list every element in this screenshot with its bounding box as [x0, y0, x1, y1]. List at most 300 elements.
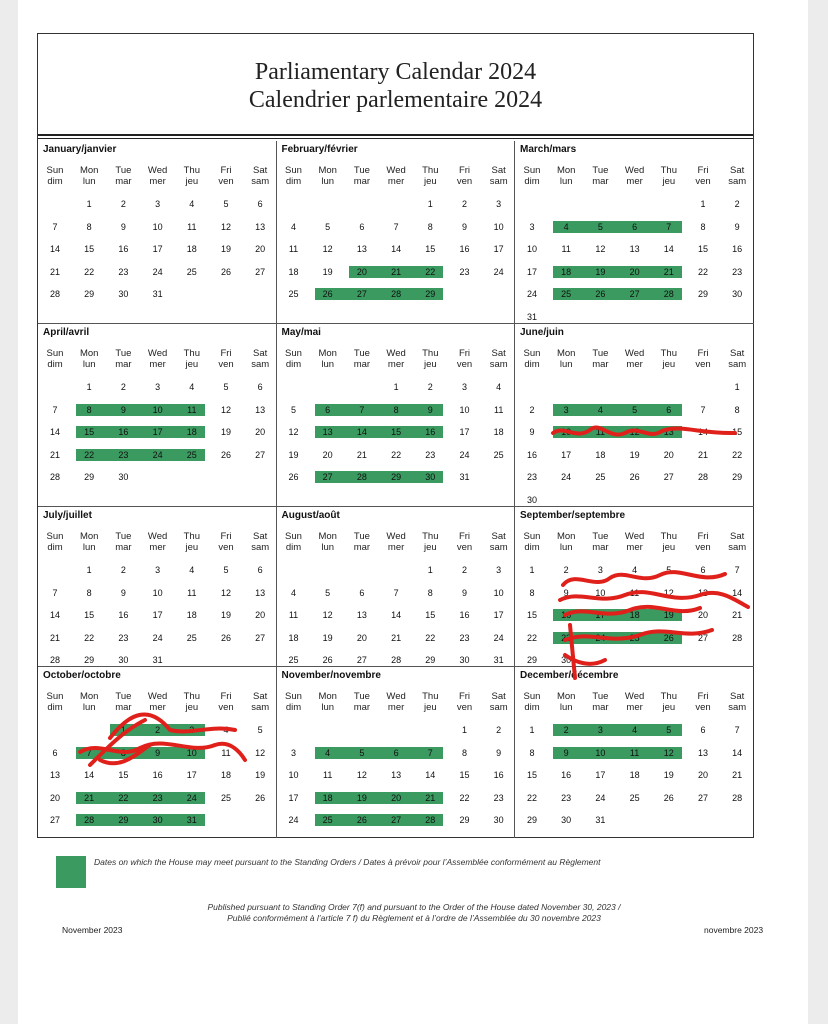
day-cell: 23 — [459, 266, 470, 277]
day-cell: 20 — [255, 610, 266, 620]
day-cell: 21 — [49, 266, 60, 277]
day-cell: 21 — [49, 449, 60, 460]
month-november — [277, 667, 516, 838]
day-cell: 13 — [629, 244, 640, 254]
day-cell: 24 — [595, 792, 606, 803]
day-cell: 14 — [425, 770, 436, 780]
day-cell: 28 — [391, 289, 402, 299]
day-cell: 11 — [187, 404, 197, 415]
weekday-header: Sun dim — [285, 348, 302, 370]
day-cell: 14 — [732, 747, 743, 758]
day-cell: 5 — [257, 725, 263, 735]
weekday-header: Sun dim — [285, 531, 302, 553]
weekday-header: Tue mar — [115, 691, 132, 713]
weekday-header: Wed mer — [386, 691, 406, 713]
day-cell: 28 — [391, 655, 402, 665]
day-cell: 29 — [391, 472, 402, 482]
day-cell: 27 — [697, 632, 708, 643]
day-cell: 19 — [356, 792, 367, 803]
day-cell: 18 — [629, 610, 640, 620]
day-cell: 11 — [494, 404, 504, 415]
day-cell: 11 — [323, 770, 333, 780]
day-cell: 2 — [120, 565, 126, 575]
month-title: February/février — [281, 144, 358, 155]
day-cell: 11 — [187, 587, 197, 598]
day-cell: 3 — [155, 565, 161, 575]
weekday-header: Mon lun — [556, 691, 576, 713]
day-cell: 25 — [629, 632, 640, 643]
day-cell: 12 — [629, 427, 640, 437]
day-cell: 25 — [186, 266, 197, 277]
day-cell: 15 — [425, 244, 436, 254]
day-cell: 30 — [493, 815, 504, 825]
weekday-header: Thu jeu — [183, 531, 200, 553]
day-cell: 28 — [732, 792, 743, 803]
day-cell: 29 — [459, 815, 470, 825]
day-cell: 11 — [288, 610, 299, 620]
day-cell: 3 — [496, 199, 502, 209]
day-cell: 15 — [84, 610, 95, 620]
day-cell: 3 — [189, 725, 195, 735]
day-cell: 30 — [152, 815, 163, 825]
day-cell: 11 — [595, 427, 606, 437]
day-cell: 10 — [186, 747, 197, 758]
day-cell: 7 — [52, 221, 58, 232]
day-cell: 13 — [391, 770, 402, 780]
weekday-header: Sat sam — [728, 165, 747, 187]
day-cell: 5 — [666, 725, 672, 735]
day-cell: 20 — [697, 770, 708, 780]
weekday-header: Thu jeu — [422, 348, 439, 370]
weekday-header: Tue mar — [353, 691, 371, 713]
weekday-header: Thu jeu — [660, 348, 677, 370]
day-cell: 13 — [322, 427, 333, 437]
day-cell: 3 — [461, 382, 467, 392]
day-cell: 4 — [189, 199, 195, 209]
weekday-header: Tue mar — [353, 531, 371, 553]
day-cell: 22 — [425, 266, 436, 277]
month-june — [515, 324, 754, 507]
day-cell: 12 — [356, 770, 367, 780]
day-cell: 20 — [255, 427, 266, 437]
day-cell: 26 — [322, 289, 333, 299]
day-cell: 4 — [325, 747, 331, 758]
day-cell: 9 — [496, 747, 502, 758]
day-cell: 26 — [288, 472, 299, 482]
day-cell: 4 — [189, 565, 195, 575]
day-cell: 22 — [84, 632, 95, 643]
day-cell: 6 — [359, 221, 365, 232]
day-cell: 27 — [255, 449, 266, 460]
day-cell: 29 — [84, 655, 95, 665]
day-cell: 2 — [734, 199, 740, 209]
day-cell: 26 — [255, 792, 266, 803]
day-cell: 8 — [86, 221, 92, 232]
day-cell: 26 — [595, 289, 606, 299]
publication-note — [0, 902, 828, 924]
day-cell: 2 — [461, 199, 467, 209]
day-cell: 3 — [155, 199, 161, 209]
day-cell: 28 — [663, 289, 674, 299]
day-cell: 10 — [152, 221, 163, 232]
weekday-header: Fri ven — [456, 691, 473, 713]
day-cell: 21 — [425, 792, 436, 803]
weekday-header: Sun dim — [523, 165, 541, 187]
day-cell: 15 — [84, 427, 95, 437]
day-cell: 24 — [288, 815, 299, 825]
day-cell: 25 — [561, 289, 572, 299]
day-cell: 16 — [118, 427, 129, 437]
day-cell: 2 — [120, 199, 126, 209]
day-cell: 22 — [425, 632, 436, 643]
day-cell: 5 — [359, 747, 365, 758]
day-cell: 1 — [529, 725, 535, 735]
weekday-header: Mon lun — [79, 165, 99, 187]
weekday-header: Tue mar — [592, 348, 609, 370]
day-cell: 6 — [393, 747, 399, 758]
day-cell: 8 — [734, 404, 740, 415]
day-cell: 17 — [152, 244, 163, 254]
weekday-header: Sat sam — [489, 531, 508, 553]
weekday-header: Mon lun — [318, 348, 337, 370]
month-title: December/décembre — [520, 670, 619, 681]
day-cell: 22 — [732, 449, 743, 460]
day-cell: 12 — [220, 587, 231, 598]
weekday-header: Wed mer — [147, 531, 168, 553]
day-cell: 29 — [526, 655, 537, 665]
footer-date-en: November 2023 — [62, 925, 123, 935]
day-cell: 16 — [459, 610, 470, 620]
weekday-header: Tue mar — [353, 348, 371, 370]
weekday-header: Fri ven — [218, 691, 234, 713]
month-march — [515, 141, 754, 324]
day-cell: 9 — [734, 221, 740, 232]
day-cell: 31 — [186, 815, 197, 825]
weekday-header: Fri ven — [456, 531, 473, 553]
month-title: May/mai — [281, 327, 321, 338]
day-cell: 30 — [561, 815, 572, 825]
weekday-header: Sun dim — [46, 165, 64, 187]
day-cell: 26 — [322, 655, 333, 665]
weekday-header: Sat sam — [251, 165, 270, 187]
day-cell: 10 — [526, 244, 537, 254]
publication-note-fr: Publié conformément à l’article 7 f) du Règlement et à l’ordre de l’Assemblée du 30 novembre 2023 — [227, 913, 601, 923]
weekday-header: Mon lun — [556, 348, 576, 370]
day-cell: 14 — [663, 244, 674, 254]
weekday-header: Tue mar — [592, 165, 609, 187]
day-cell: 12 — [663, 747, 674, 758]
day-cell: 3 — [496, 565, 502, 575]
day-cell: 7 — [359, 404, 365, 415]
day-cell: 26 — [220, 449, 231, 460]
weekday-header: Thu jeu — [422, 691, 439, 713]
day-cell: 8 — [86, 404, 92, 415]
day-cell: 18 — [186, 610, 197, 620]
month-title: March/mars — [520, 144, 577, 155]
day-cell: 13 — [255, 221, 266, 232]
day-cell: 2 — [563, 725, 569, 735]
day-cell: 17 — [186, 770, 197, 780]
day-cell: 19 — [220, 244, 231, 254]
day-cell: 15 — [697, 244, 708, 254]
weekday-header: Fri ven — [218, 348, 234, 370]
title-english: Parliamentary Calendar 2024 — [254, 59, 537, 85]
day-cell: 21 — [356, 449, 367, 460]
weekday-header: Tue mar — [115, 531, 132, 553]
day-cell: 10 — [152, 404, 163, 415]
day-cell: 9 — [427, 404, 433, 415]
day-cell: 8 — [86, 587, 92, 598]
day-cell: 30 — [459, 655, 470, 665]
day-cell: 6 — [325, 404, 331, 415]
day-cell: 21 — [697, 449, 708, 460]
day-cell: 16 — [561, 610, 572, 620]
day-cell: 18 — [220, 770, 231, 780]
day-cell: 23 — [118, 632, 129, 643]
day-cell: 25 — [629, 792, 640, 803]
day-cell: 9 — [155, 747, 161, 758]
day-cell: 9 — [461, 221, 467, 232]
day-cell: 2 — [427, 382, 433, 392]
day-cell: 5 — [290, 404, 296, 415]
day-cell: 17 — [526, 266, 537, 277]
day-cell: 14 — [732, 587, 743, 598]
weekday-header: Sun dim — [523, 531, 541, 553]
title-french: Calendrier parlementaire 2024 — [248, 87, 543, 113]
day-cell: 5 — [223, 199, 229, 209]
day-cell: 1 — [86, 199, 92, 209]
day-cell: 15 — [526, 770, 537, 780]
day-cell: 28 — [425, 815, 436, 825]
day-cell: 24 — [152, 266, 163, 277]
day-cell: 10 — [459, 404, 470, 415]
day-cell: 23 — [526, 472, 537, 482]
month-july — [38, 507, 277, 667]
day-cell: 7 — [666, 221, 672, 232]
month-title: January/janvier — [43, 144, 117, 155]
day-cell: 27 — [255, 266, 266, 277]
weekday-header: Fri ven — [695, 348, 711, 370]
day-cell: 13 — [697, 587, 708, 598]
weekday-header: Sat sam — [489, 691, 508, 713]
day-cell: 25 — [288, 655, 299, 665]
day-cell: 26 — [663, 792, 674, 803]
day-cell: 4 — [290, 221, 296, 232]
day-cell: 19 — [255, 770, 266, 780]
day-cell: 22 — [526, 632, 537, 643]
day-cell: 24 — [595, 632, 606, 643]
day-cell: 12 — [322, 610, 333, 620]
title-divider — [38, 134, 753, 136]
weekday-header: Mon lun — [318, 165, 337, 187]
day-cell: 19 — [663, 770, 674, 780]
day-cell: 23 — [425, 449, 436, 460]
title-divider-thin — [38, 138, 753, 139]
day-cell: 22 — [459, 792, 470, 803]
day-cell: 31 — [152, 289, 163, 299]
day-cell: 31 — [526, 311, 537, 322]
weekday-header: Sun dim — [285, 691, 302, 713]
day-cell: 25 — [288, 289, 299, 299]
day-cell: 29 — [84, 472, 95, 482]
day-cell: 30 — [561, 655, 572, 665]
day-cell: 20 — [255, 244, 266, 254]
day-cell: 2 — [529, 404, 535, 415]
day-cell: 10 — [288, 770, 299, 780]
day-cell: 28 — [356, 472, 367, 482]
day-cell: 17 — [595, 770, 606, 780]
day-cell: 23 — [459, 632, 470, 643]
weekday-header: Mon lun — [318, 531, 337, 553]
day-cell: 13 — [255, 404, 266, 415]
day-cell: 17 — [493, 610, 504, 620]
weekday-header: Thu jeu — [660, 165, 677, 187]
day-cell: 6 — [52, 747, 58, 758]
month-august — [277, 507, 516, 667]
month-title: October/octobre — [43, 670, 121, 681]
day-cell: 27 — [322, 472, 333, 482]
day-cell: 4 — [290, 587, 296, 598]
day-cell: 19 — [322, 266, 333, 277]
day-cell: 16 — [425, 427, 436, 437]
day-cell: 7 — [427, 747, 433, 758]
day-cell: 12 — [220, 404, 231, 415]
day-cell: 28 — [49, 655, 60, 665]
day-cell: 25 — [595, 472, 606, 482]
day-cell: 5 — [666, 565, 672, 575]
day-cell: 26 — [220, 632, 231, 643]
day-cell: 2 — [563, 565, 569, 575]
day-cell: 11 — [221, 747, 231, 758]
day-cell: 29 — [526, 815, 537, 825]
day-cell: 18 — [561, 266, 572, 277]
day-cell: 5 — [597, 221, 603, 232]
day-cell: 13 — [255, 587, 266, 598]
weekday-header: Sun dim — [523, 691, 541, 713]
day-cell: 30 — [118, 289, 129, 299]
weekday-header: Tue mar — [353, 165, 371, 187]
day-cell: 20 — [322, 449, 333, 460]
month-title: April/avril — [43, 327, 90, 338]
day-cell: 5 — [632, 404, 638, 415]
day-cell: 12 — [322, 244, 333, 254]
weekday-header: Thu jeu — [422, 531, 439, 553]
day-cell: 27 — [629, 289, 640, 299]
day-cell: 30 — [118, 472, 129, 482]
day-cell: 9 — [461, 587, 467, 598]
day-cell: 13 — [49, 770, 60, 780]
day-cell: 24 — [561, 472, 572, 482]
day-cell: 7 — [393, 221, 399, 232]
day-cell: 6 — [700, 725, 706, 735]
day-cell: 27 — [697, 792, 708, 803]
day-cell: 27 — [356, 655, 367, 665]
day-cell: 2 — [120, 382, 126, 392]
day-cell: 10 — [561, 427, 572, 437]
day-cell: 25 — [493, 449, 504, 460]
day-cell: 2 — [461, 565, 467, 575]
weekday-header: Fri ven — [695, 165, 711, 187]
day-cell: 21 — [49, 632, 60, 643]
weekday-header: Mon lun — [79, 691, 99, 713]
day-cell: 20 — [629, 266, 640, 277]
day-cell: 5 — [223, 382, 229, 392]
day-cell: 5 — [325, 221, 331, 232]
day-cell: 5 — [223, 565, 229, 575]
day-cell: 19 — [322, 632, 333, 643]
day-cell: 11 — [629, 747, 640, 758]
day-cell: 6 — [632, 221, 638, 232]
weekday-header: Fri ven — [218, 531, 234, 553]
day-cell: 19 — [595, 266, 606, 277]
day-cell: 19 — [663, 610, 674, 620]
weekday-header: Thu jeu — [183, 165, 200, 187]
day-cell: 14 — [356, 427, 367, 437]
day-cell: 30 — [732, 289, 743, 299]
day-cell: 31 — [459, 472, 470, 482]
weekday-header: Thu jeu — [422, 165, 439, 187]
weekday-header: Wed mer — [386, 531, 406, 553]
day-cell: 18 — [288, 632, 299, 643]
day-cell: 6 — [666, 404, 672, 415]
day-cell: 29 — [425, 289, 436, 299]
day-cell: 24 — [493, 632, 504, 643]
day-cell: 24 — [152, 632, 163, 643]
day-cell: 14 — [391, 244, 402, 254]
day-cell: 1 — [86, 382, 92, 392]
day-cell: 20 — [356, 266, 367, 277]
day-cell: 9 — [529, 427, 535, 437]
day-cell: 10 — [595, 747, 606, 758]
day-cell: 7 — [52, 587, 58, 598]
weekday-header: Wed mer — [624, 531, 645, 553]
weekday-header: Wed mer — [386, 348, 406, 370]
day-cell: 3 — [155, 382, 161, 392]
day-cell: 8 — [461, 747, 467, 758]
day-cell: 24 — [152, 449, 163, 460]
day-cell: 16 — [459, 244, 470, 254]
weekday-header: Fri ven — [218, 165, 234, 187]
day-cell: 20 — [697, 610, 708, 620]
day-cell: 21 — [732, 770, 743, 780]
day-cell: 19 — [288, 449, 299, 460]
day-cell: 4 — [632, 725, 638, 735]
day-cell: 23 — [732, 266, 743, 277]
day-cell: 10 — [595, 587, 606, 598]
day-cell: 9 — [563, 747, 569, 758]
calendar-frame — [37, 33, 754, 838]
day-cell: 15 — [526, 610, 537, 620]
weekday-header: Tue mar — [592, 691, 609, 713]
day-cell: 6 — [700, 565, 706, 575]
weekday-header: Wed mer — [147, 691, 168, 713]
weekday-header: Tue mar — [115, 348, 132, 370]
day-cell: 19 — [220, 610, 231, 620]
day-cell: 16 — [561, 770, 572, 780]
month-title: September/septembre — [520, 510, 626, 521]
day-cell: 21 — [663, 266, 674, 277]
day-cell: 25 — [220, 792, 231, 803]
day-cell: 2 — [496, 725, 502, 735]
day-cell: 6 — [359, 587, 365, 598]
month-september — [515, 507, 754, 667]
day-cell: 28 — [697, 472, 708, 482]
day-cell: 1 — [734, 382, 740, 392]
day-cell: 27 — [663, 472, 674, 482]
day-cell: 12 — [595, 244, 606, 254]
day-cell: 21 — [84, 792, 95, 803]
month-february — [277, 141, 516, 324]
